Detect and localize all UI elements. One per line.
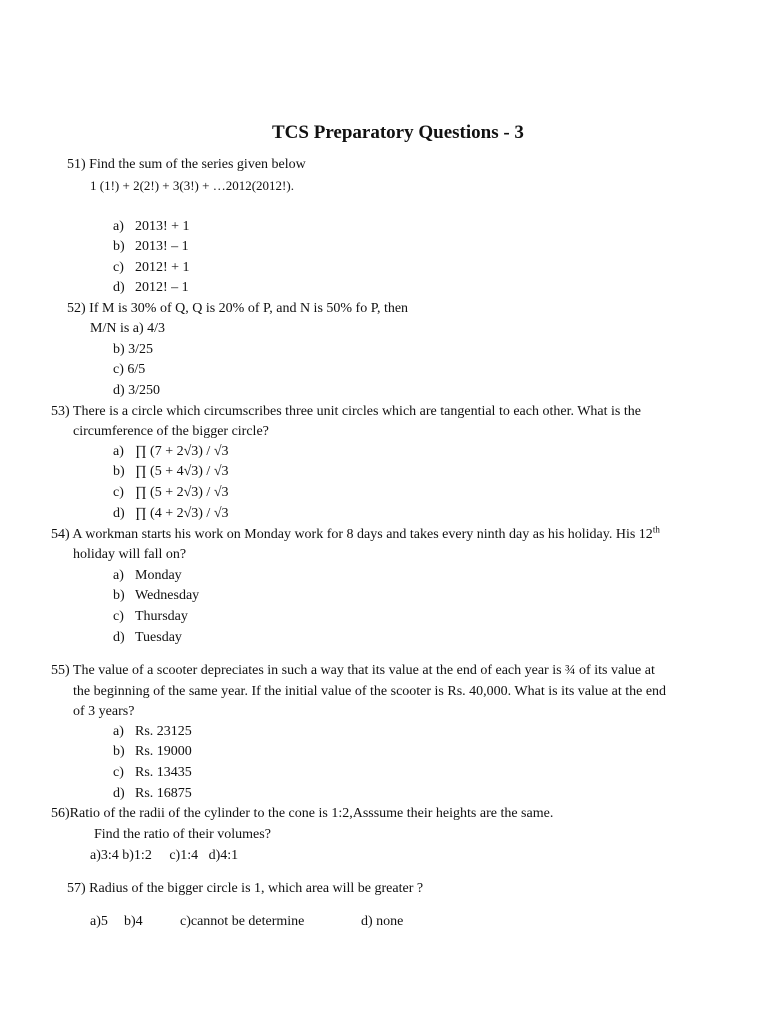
option-d: d) 3/250 — [113, 383, 161, 398]
question-55 — [51, 662, 655, 680]
option-d: d) ∏ (4 + 2√3) / √3 — [113, 506, 229, 521]
question-number: 55) — [51, 663, 70, 678]
question-56-options: a)3:4 b)1:2 c)1:4 d)4:1 — [90, 848, 239, 863]
question-55-line3: of 3 years? — [73, 704, 135, 719]
question-57 — [67, 880, 423, 898]
option-d: d) none — [361, 914, 404, 929]
option-d: d) Rs. 16875 — [113, 786, 192, 801]
question-text: There is a circle which circumscribes three unit circles which are tangential to each other. What is the — [72, 404, 641, 419]
option-b: b) ∏ (5 + 4√3) / √3 — [113, 464, 229, 479]
question-53 — [51, 403, 641, 421]
option-a: a) ∏ (7 + 2√3) / √3 — [113, 444, 229, 459]
option-b: b) 3/25 — [113, 342, 154, 357]
option-b: b)4 — [124, 914, 143, 929]
question-56 — [51, 805, 553, 823]
question-number: 53) — [51, 404, 70, 419]
question-51 — [67, 156, 306, 174]
option-c: c) Rs. 13435 — [113, 765, 192, 780]
option-d: d) Tuesday — [113, 630, 182, 645]
option-a: a) Monday — [113, 568, 182, 583]
option-c: c) 2012! + 1 — [113, 260, 190, 275]
option-d: d) 2012! – 1 — [113, 280, 189, 295]
question-53-line2: circumference of the bigger circle? — [73, 424, 269, 439]
question-text: The value of a scooter depreciates in such a way that its value at the end of each year is ¾ of its value at — [72, 663, 655, 678]
question-text: A workman starts his work on Monday work for 8 days and takes every ninth day as his holiday. His 12 — [72, 527, 653, 542]
option-b: b) 2013! – 1 — [113, 239, 189, 254]
question-54-line2: holiday will fall on? — [73, 547, 187, 562]
question-51-series: 1 (1!) + 2(2!) + 3(3!) + …2012(2012!). — [90, 178, 294, 193]
question-52-line2: M/N is a) 4/3 — [90, 321, 166, 336]
option-a: a)5 — [90, 914, 108, 929]
question-56-line2: Find the ratio of their volumes? — [94, 827, 271, 842]
question-number: 57) — [67, 881, 86, 896]
question-text: Ratio of the radii of the cylinder to the cone is 1:2,Asssume their heights are the same. — [69, 806, 554, 821]
option-a: a) Rs. 23125 — [113, 724, 192, 739]
option-b: b) Wednesday — [113, 588, 200, 603]
question-text: Find the sum of the series given below — [89, 157, 306, 172]
question-55-line2: the beginning of the same year. If the initial value of the scooter is Rs. 40,000. What is its value at the end — [73, 684, 667, 699]
option-c: c) 6/5 — [113, 362, 146, 377]
option-b: b) Rs. 19000 — [113, 744, 192, 759]
question-52 — [67, 300, 408, 318]
question-text: Radius of the bigger circle is 1, which area will be greater ? — [89, 881, 424, 896]
ordinal-suffix: th — [652, 524, 660, 535]
option-a: a) 2013! + 1 — [113, 219, 190, 234]
question-54 — [51, 526, 660, 544]
question-number: 54) — [51, 527, 70, 542]
question-text: If M is 30% of Q, Q is 20% of P, and N is 50% fo P, then — [89, 301, 409, 316]
option-c: c) Thursday — [113, 609, 188, 624]
page-title: TCS Preparatory Questions - 3 — [272, 122, 524, 143]
question-number: 51) — [67, 157, 86, 172]
question-number: 52) — [67, 301, 86, 316]
question-number: 56) — [51, 806, 70, 821]
option-c: c)cannot be determine — [180, 914, 305, 929]
option-c: c) ∏ (5 + 2√3) / √3 — [113, 485, 229, 500]
